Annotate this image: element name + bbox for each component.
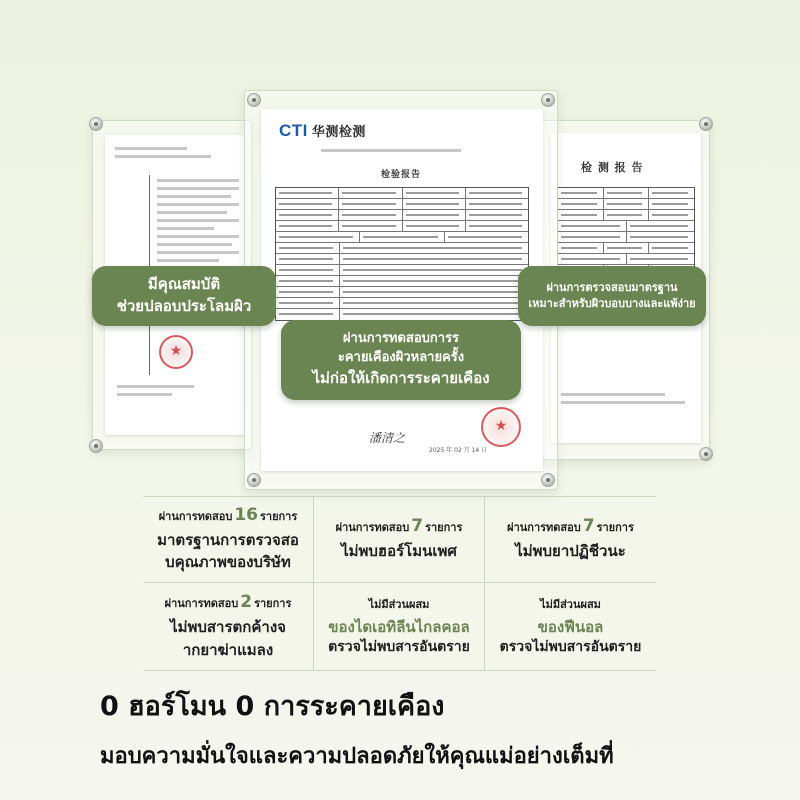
test-cell-phenol — [485, 583, 656, 670]
test-cell-diethylene-glycol — [314, 583, 485, 670]
screw — [541, 93, 555, 107]
free-from-label: ไม่มีส่วนผสม — [540, 598, 601, 612]
ingredient-name: ของไดเอทิลีนไกลคอล — [328, 618, 470, 637]
screw — [699, 117, 713, 131]
screw — [247, 93, 261, 107]
callout-sensitive-skin — [518, 266, 706, 326]
callout-soothing — [92, 266, 276, 326]
test-result: มาตรฐานการตรวจสอ บคุณภาพของบริษัท — [157, 530, 299, 571]
test-count-label: ผ่านการทดสอบ 16 รายการ — [158, 504, 298, 525]
cti-logo-cn: 华测检测 — [311, 124, 366, 139]
cti-logo-text: CTI — [279, 121, 308, 140]
screw — [247, 473, 261, 487]
screw — [89, 117, 103, 131]
test-count: 7 — [582, 515, 595, 536]
center-report-title: 检验报告 — [381, 170, 422, 180]
callout-line: มีคุณสมบัติ — [147, 275, 221, 294]
callout-line: ผ่านการทดสอบการร — [342, 331, 460, 347]
callout-line: ะคายเคืองผิวหลายครั้ง — [337, 350, 465, 366]
cti-logo — [279, 121, 366, 141]
test-count: 7 — [411, 515, 424, 536]
center-certificate-frame — [244, 90, 558, 490]
inspector-signature: 潘清之 — [369, 431, 406, 445]
subheadline: มอบความมั่นใจและความปลอดภัยให้คุณแม่อย่างเต็มที่ — [100, 744, 614, 769]
test-count: 16 — [234, 504, 258, 525]
test-count: 2 — [240, 592, 253, 612]
test-results-grid — [143, 496, 656, 670]
callout-line: ไม่ก่อให้เกิดการระคายเคือง — [312, 368, 490, 387]
report-date: 2025 年 02 月 14 日 — [429, 447, 488, 454]
test-result: ตรวจไม่พบสารอันตราย — [499, 639, 642, 656]
test-cell-pesticide — [143, 583, 314, 670]
right-report-title: 检 测 报 告 — [581, 161, 644, 174]
callout-line: ผ่านการตรวจสอบมาตรฐาน — [546, 281, 678, 295]
screw — [699, 447, 713, 461]
test-cell-quality — [143, 496, 314, 583]
free-from-label: ไม่มีส่วนผสม — [368, 598, 430, 612]
test-result: ไม่พบยาปฏิชีวนะ — [515, 541, 626, 560]
test-count-label: ผ่านการทดสอบ 2 รายการ — [164, 592, 292, 612]
screw — [89, 439, 103, 453]
center-report-table — [275, 187, 529, 321]
test-result: ตรวจไม่พบสารอันตราย — [328, 639, 470, 656]
center-red-stamp — [481, 407, 521, 447]
callout-irritation-tested — [281, 320, 521, 400]
left-red-stamp — [159, 335, 193, 369]
right-report-table — [557, 187, 695, 277]
test-count-label: ผ่านการทดสอบ 7 รายการ — [335, 515, 463, 536]
callout-line: ช่วยปลอบประโลมผิว — [116, 297, 252, 315]
test-result: ไม่พบฮอร์โมนเพศ — [341, 541, 457, 560]
grid-bottom-border — [143, 670, 656, 671]
test-result: ไม่พบสารตกค้างจ ากยาฆ่าแมลง — [170, 618, 286, 659]
test-cell-hormone — [314, 496, 485, 583]
headline: 0 ฮอร์โมน 0 การระคายเคือง — [100, 691, 445, 722]
ingredient-name: ของฟีนอล — [537, 618, 604, 637]
callout-line: เหมาะสำหรับผิวบอบบางและแพ้ง่าย — [528, 297, 696, 310]
test-cell-antibiotic — [485, 496, 656, 583]
test-count-label: ผ่านการทดสอบ 7 รายการ — [507, 515, 634, 536]
center-certificate-sheet — [261, 109, 543, 471]
screw — [541, 473, 555, 487]
